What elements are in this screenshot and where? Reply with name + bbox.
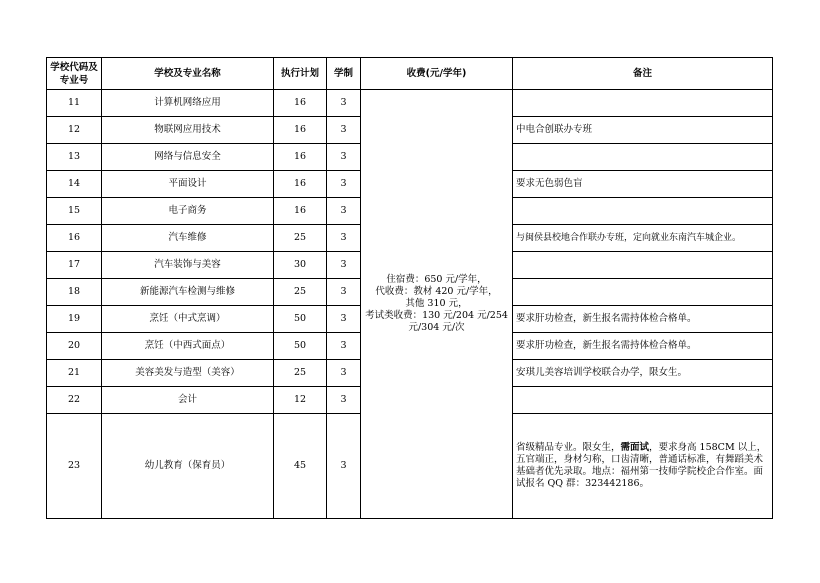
row-name: 烹饪（中式烹调） <box>102 306 274 333</box>
row-plan: 16 <box>274 144 327 171</box>
row-plan: 16 <box>274 90 327 117</box>
row-note: 与闽侯县校地合作联办专班，定向就业东南汽车城企业。 <box>513 225 773 252</box>
row-note <box>513 198 773 225</box>
header-note: 备注 <box>513 58 773 90</box>
row-name: 平面设计 <box>102 171 274 198</box>
row-years: 3 <box>327 387 361 414</box>
row-years: 3 <box>327 279 361 306</box>
fee-line: 代收费：教材 420 元/学年， <box>375 286 498 297</box>
row-note <box>513 252 773 279</box>
row-years: 3 <box>327 198 361 225</box>
fee-line: 考试类收费：130 元/204 元/254 <box>365 310 508 321</box>
row-years: 3 <box>327 144 361 171</box>
table-row <box>47 90 773 117</box>
row-name: 汽车装饰与美容 <box>102 252 274 279</box>
row-name: 新能源汽车检测与维修 <box>102 279 274 306</box>
note-text: ，要求身高 158CM 以上，五官端正，身材匀称，口齿清晰，普通话标准，有舞蹈美术基础者优先录取。地点：福州第一技师学院校企合作室。面试报名 QQ 群：323442186。 <box>516 442 767 489</box>
row-code: 21 <box>47 360 102 387</box>
row-years: 3 <box>327 225 361 252</box>
row-plan: 16 <box>274 117 327 144</box>
row-years: 3 <box>327 252 361 279</box>
row-years: 3 <box>327 90 361 117</box>
row-years: 3 <box>327 333 361 360</box>
row-note <box>513 387 773 414</box>
fee-line: 元/304 元/次 <box>408 322 465 333</box>
row-name: 网络与信息安全 <box>102 144 274 171</box>
row-years: 3 <box>327 414 361 519</box>
fee-line: 住宿费：650 元/学年， <box>386 274 487 285</box>
row-plan: 45 <box>274 414 327 519</box>
row-plan: 25 <box>274 360 327 387</box>
fee-cell <box>361 90 513 519</box>
row-code: 15 <box>47 198 102 225</box>
row-code: 19 <box>47 306 102 333</box>
row-plan: 50 <box>274 333 327 360</box>
row-note <box>513 144 773 171</box>
row-code: 14 <box>47 171 102 198</box>
row-plan: 16 <box>274 198 327 225</box>
row-name: 烹饪（中西式面点） <box>102 333 274 360</box>
row-years: 3 <box>327 306 361 333</box>
row-note <box>513 414 773 519</box>
row-name: 计算机网络应用 <box>102 90 274 117</box>
header-years: 学制 <box>327 58 361 90</box>
row-name: 汽车维修 <box>102 225 274 252</box>
header-name: 学校及专业名称 <box>102 58 274 90</box>
row-code: 20 <box>47 333 102 360</box>
header-row <box>47 58 773 90</box>
row-note: 安琪儿美容培训学校联合办学，限女生。 <box>513 360 773 387</box>
row-years: 3 <box>327 171 361 198</box>
row-plan: 30 <box>274 252 327 279</box>
row-name: 会计 <box>102 387 274 414</box>
row-years: 3 <box>327 117 361 144</box>
row-plan: 25 <box>274 279 327 306</box>
row-code: 12 <box>47 117 102 144</box>
row-code: 23 <box>47 414 102 519</box>
note-text: 省级精品专业。限女生， <box>516 442 621 453</box>
header-code: 学校代码及专业号 <box>47 58 102 90</box>
row-note <box>513 90 773 117</box>
row-plan: 12 <box>274 387 327 414</box>
row-name: 物联网应用技术 <box>102 117 274 144</box>
row-plan: 16 <box>274 171 327 198</box>
row-name: 美容美发与造型（美容） <box>102 360 274 387</box>
row-note: 要求肝功检查，新生报名需持体检合格单。 <box>513 306 773 333</box>
header-fee: 收费(元/学年) <box>361 58 513 90</box>
fee-line: 其他 310 元， <box>405 298 468 309</box>
row-code: 18 <box>47 279 102 306</box>
note-emphasis: 需面试 <box>620 442 650 453</box>
enrollment-plan-table <box>46 57 773 519</box>
row-code: 16 <box>47 225 102 252</box>
row-code: 13 <box>47 144 102 171</box>
row-name: 电子商务 <box>102 198 274 225</box>
row-note: 中电合创联办专班 <box>513 117 773 144</box>
row-plan: 50 <box>274 306 327 333</box>
row-note: 要求无色弱色盲 <box>513 171 773 198</box>
row-years: 3 <box>327 360 361 387</box>
row-code: 17 <box>47 252 102 279</box>
row-note: 要求肝功检查，新生报名需持体检合格单。 <box>513 333 773 360</box>
row-code: 22 <box>47 387 102 414</box>
row-plan: 25 <box>274 225 327 252</box>
row-name: 幼儿教育（保育员） <box>102 414 274 519</box>
row-note <box>513 279 773 306</box>
header-plan: 执行计划 <box>274 58 327 90</box>
row-code: 11 <box>47 90 102 117</box>
